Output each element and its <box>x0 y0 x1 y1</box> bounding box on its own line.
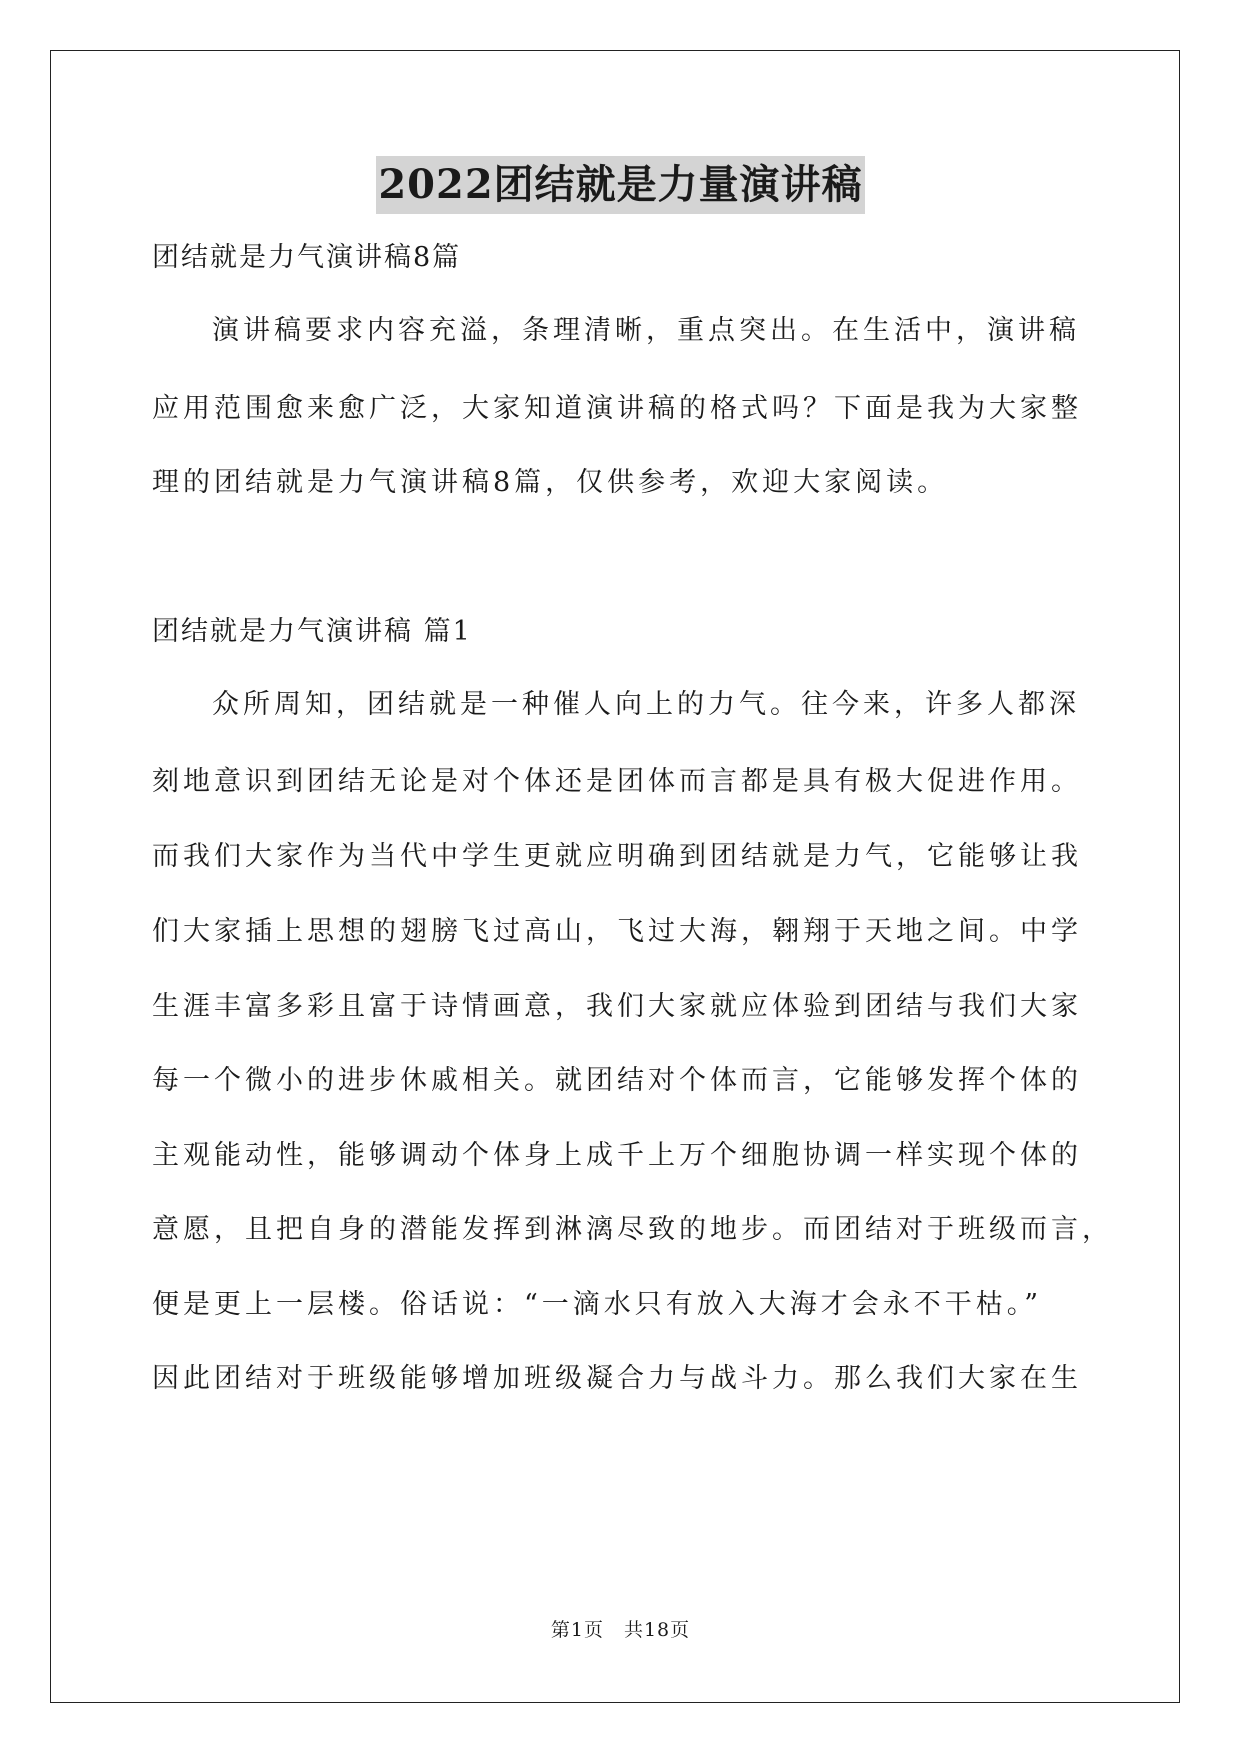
body-line-8: 意愿，且把自身的潜能发挥到淋漓尽致的地步。而团结对于班级而言， <box>152 1214 1113 1245</box>
page-number: 第1页 共18页 <box>550 1619 691 1641</box>
body-line-10: 因此团结对于班级能够增加班级凝合力与战斗力。那么我们大家在生 <box>152 1363 1082 1394</box>
body-line-6: 每一个微小的进步休戚相关。就团结对个体而言，它能够发挥个体的 <box>152 1065 1082 1096</box>
page-border <box>50 50 1180 1703</box>
body-line-2: 刻地意识到团结无论是对个体还是团体而言都是具有极大促进作用。 <box>152 766 1082 797</box>
body-line-7: 主观能动性，能够调动个体身上成千上万个细胞协调一样实现个体的 <box>152 1140 1082 1171</box>
document-subtitle: 团结就是力气演讲稿8篇 <box>152 242 462 273</box>
intro-line-3: 理的团结就是力气演讲稿8篇，仅供参考，欢迎大家阅读。 <box>152 467 949 498</box>
document-title: 2022团结就是力量演讲稿 <box>376 156 864 214</box>
body-line-1: 众所周知，团结就是一种催人向上的力气。往今来，许多人都深 <box>212 689 1080 720</box>
body-line-3: 而我们大家作为当代中学生更就应明确到团结就是力气，它能够让我 <box>152 841 1082 872</box>
section-heading: 团结就是力气演讲稿 篇1 <box>152 616 472 647</box>
body-line-4: 们大家插上思想的翅膀飞过高山，飞过大海，翱翔于天地之间。中学 <box>152 916 1082 947</box>
body-line-9: 便是更上一层楼。俗话说：“一滴水只有放入大海才会永不干枯。” <box>152 1289 1043 1320</box>
body-line-5: 生涯丰富多彩且富于诗情画意，我们大家就应体验到团结与我们大家 <box>152 991 1082 1022</box>
title-container <box>0 156 1241 214</box>
intro-line-1: 演讲稿要求内容充溢，条理清晰，重点突出。在生活中，演讲稿 <box>212 315 1080 346</box>
intro-line-2: 应用范围愈来愈广泛，大家知道演讲稿的格式吗？下面是我为大家整 <box>152 393 1082 424</box>
